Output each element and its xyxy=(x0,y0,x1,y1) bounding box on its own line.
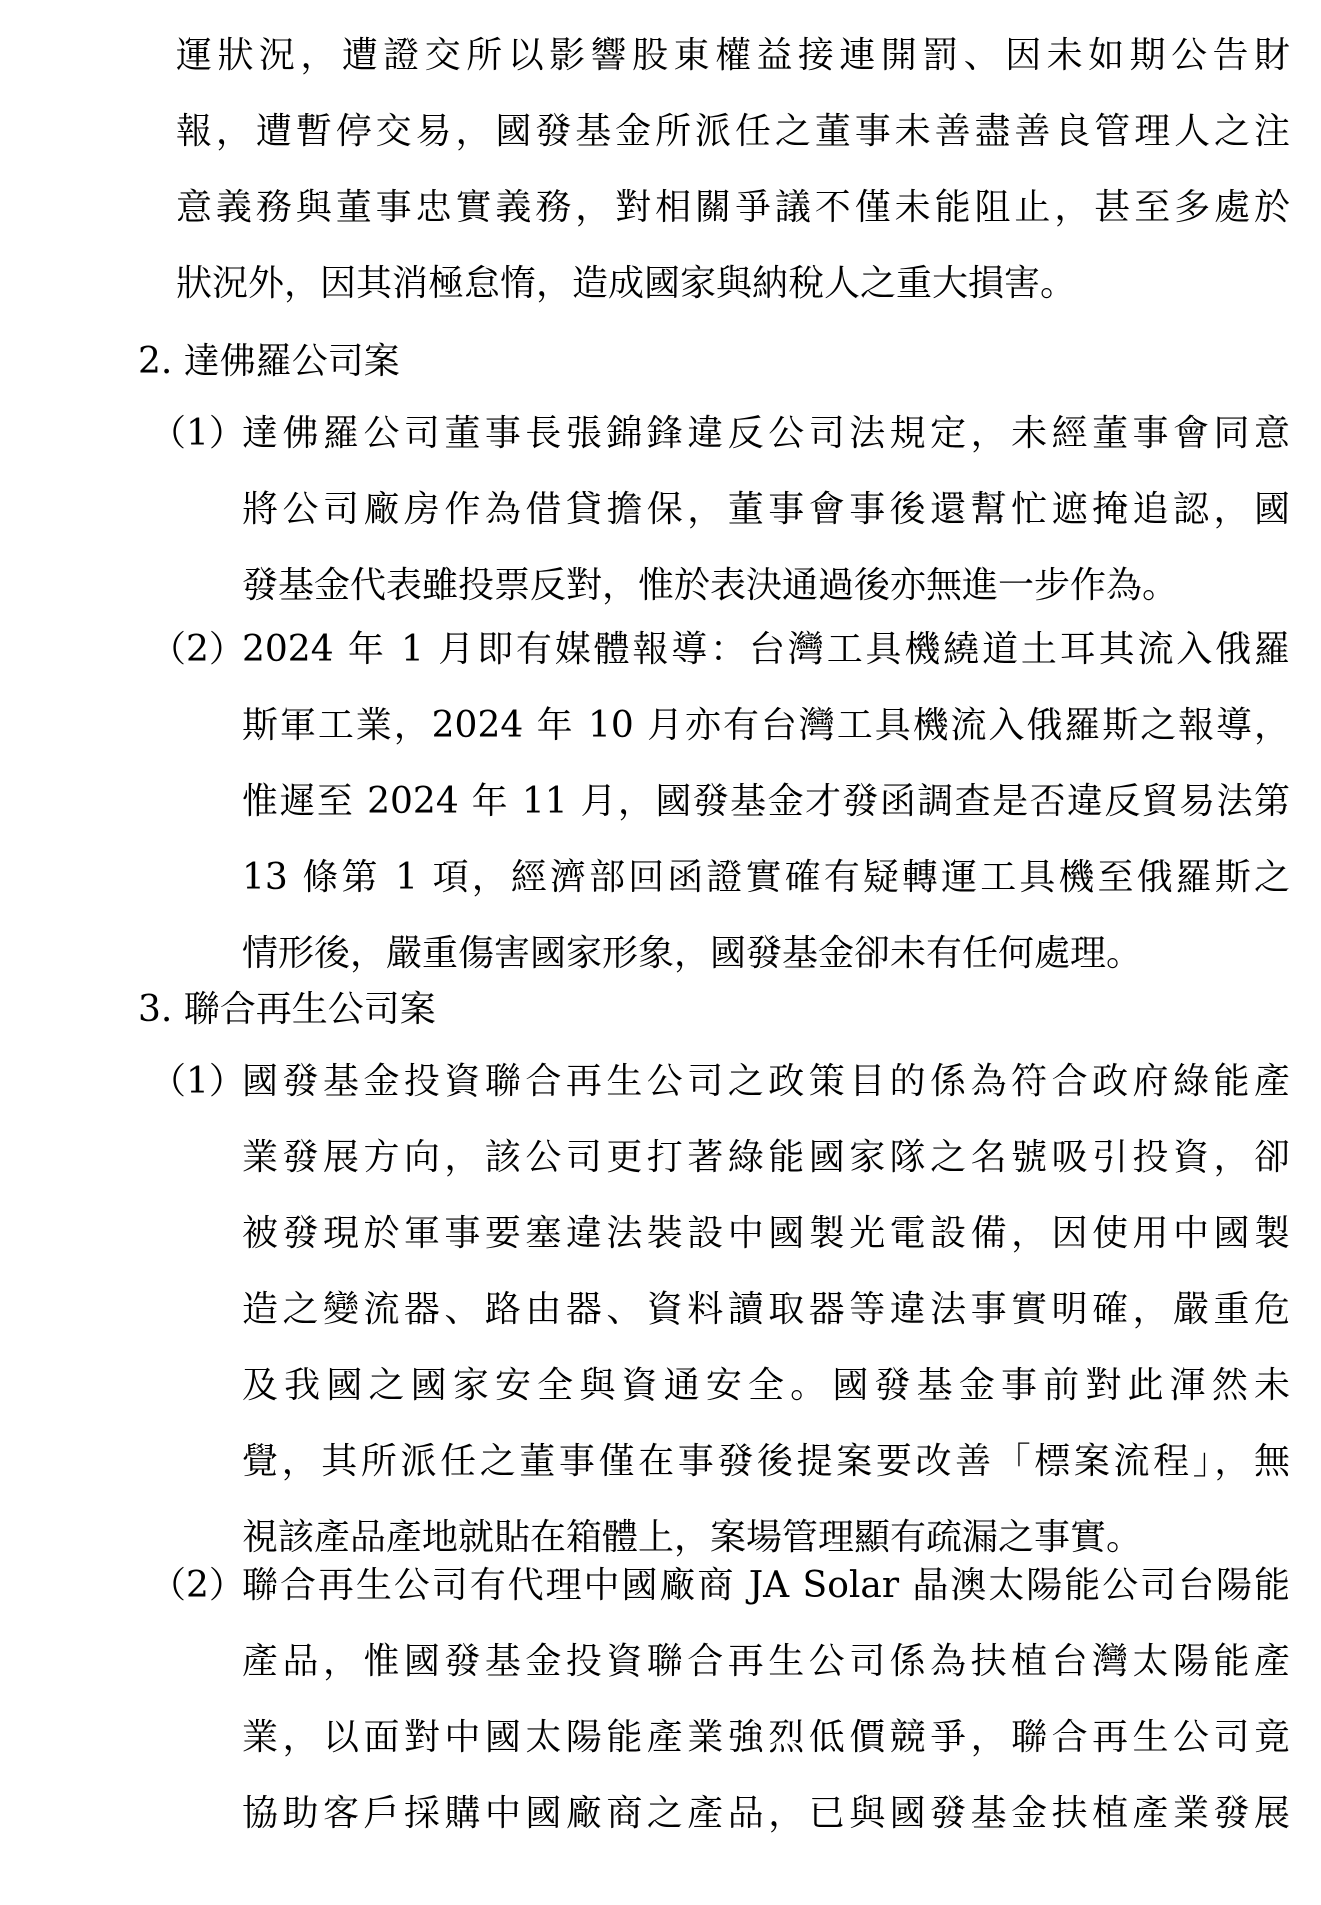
item-line: 發基金代表雖投票反對，惟於表決通過後亦無進一步作為。 xyxy=(242,565,1179,606)
section-heading-text: 2. 達佛羅公司案 xyxy=(138,341,400,382)
item-body xyxy=(242,1548,1290,1852)
item-body xyxy=(242,396,1290,624)
item-line: 斯軍工業，2024 年 10 月亦有台灣工具機流入俄羅斯之報導， xyxy=(242,705,1290,746)
section-heading-3 xyxy=(138,972,1252,1048)
item-line: 13 條第 1 項，經濟部回函證實確有疑轉運工具機至俄羅斯之 xyxy=(242,857,1290,898)
item-line: 業，以面對中國太陽能產業強烈低價競爭，聯合再生公司竟 xyxy=(242,1717,1290,1758)
item-number: （1） xyxy=(150,1061,245,1102)
item-body xyxy=(242,612,1290,992)
lead-line: 狀況外，因其消極怠惰，造成國家與納稅人之重大損害。 xyxy=(176,263,1077,304)
item-line: 情形後，嚴重傷害國家形象，國發基金卻未有任何處理。 xyxy=(242,933,1143,974)
item-number: （2） xyxy=(150,1565,245,1606)
lead-paragraph xyxy=(176,18,1290,322)
item-line: 國發基金投資聯合再生公司之政策目的係為符合政府綠能產 xyxy=(242,1061,1290,1102)
item-line: 及我國之國家安全與資通安全。國發基金事前對此渾然未 xyxy=(242,1365,1290,1406)
item-number: （1） xyxy=(150,413,245,454)
item-line: 被發現於軍事要塞違法裝設中國製光電設備，因使用中國製 xyxy=(242,1213,1290,1254)
item-number: （2） xyxy=(150,629,245,670)
lead-line: 報，遭暫停交易，國發基金所派任之董事未善盡善良管理人之注 xyxy=(176,111,1290,152)
item-line: 將公司廠房作為借貸擔保，董事會事後還幫忙遮掩追認，國 xyxy=(242,489,1290,530)
item-line: 聯合再生公司有代理中國廠商 JA Solar 晶澳太陽能公司台陽能 xyxy=(242,1565,1290,1606)
item-line: 覺，其所派任之董事僅在事發後提案要改善「標案流程」，無 xyxy=(242,1441,1290,1482)
item-body xyxy=(242,1044,1290,1576)
lead-line: 意義務與董事忠實義務，對相關爭議不僅未能阻止，甚至多處於 xyxy=(176,187,1290,228)
item-line: 2024 年 1 月即有媒體報導：台灣工具機繞道土耳其流入俄羅 xyxy=(242,629,1290,670)
item-line: 達佛羅公司董事長張錦鋒違反公司法規定，未經董事會同意 xyxy=(242,413,1290,454)
item-line: 產品，惟國發基金投資聯合再生公司係為扶植台灣太陽能產 xyxy=(242,1641,1290,1682)
lead-line: 運狀況，遭證交所以影響股東權益接連開罰、因未如期公告財 xyxy=(176,35,1290,76)
item-line: 造之變流器、路由器、資料讀取器等違法事實明確，嚴重危 xyxy=(242,1289,1290,1330)
item-line: 惟遲至 2024 年 11 月，國發基金才發函調查是否違反貿易法第 xyxy=(242,781,1290,822)
item-line: 視該產品產地就貼在箱體上，案場管理顯有疏漏之事實。 xyxy=(242,1517,1143,1558)
section-heading-text: 3. 聯合再生公司案 xyxy=(138,989,436,1030)
item-line: 業發展方向，該公司更打著綠能國家隊之名號吸引投資，卻 xyxy=(242,1137,1290,1178)
section-heading-2 xyxy=(138,324,1252,400)
item-line: 協助客戶採購中國廠商之產品，已與國發基金扶植產業發展 xyxy=(242,1793,1290,1834)
